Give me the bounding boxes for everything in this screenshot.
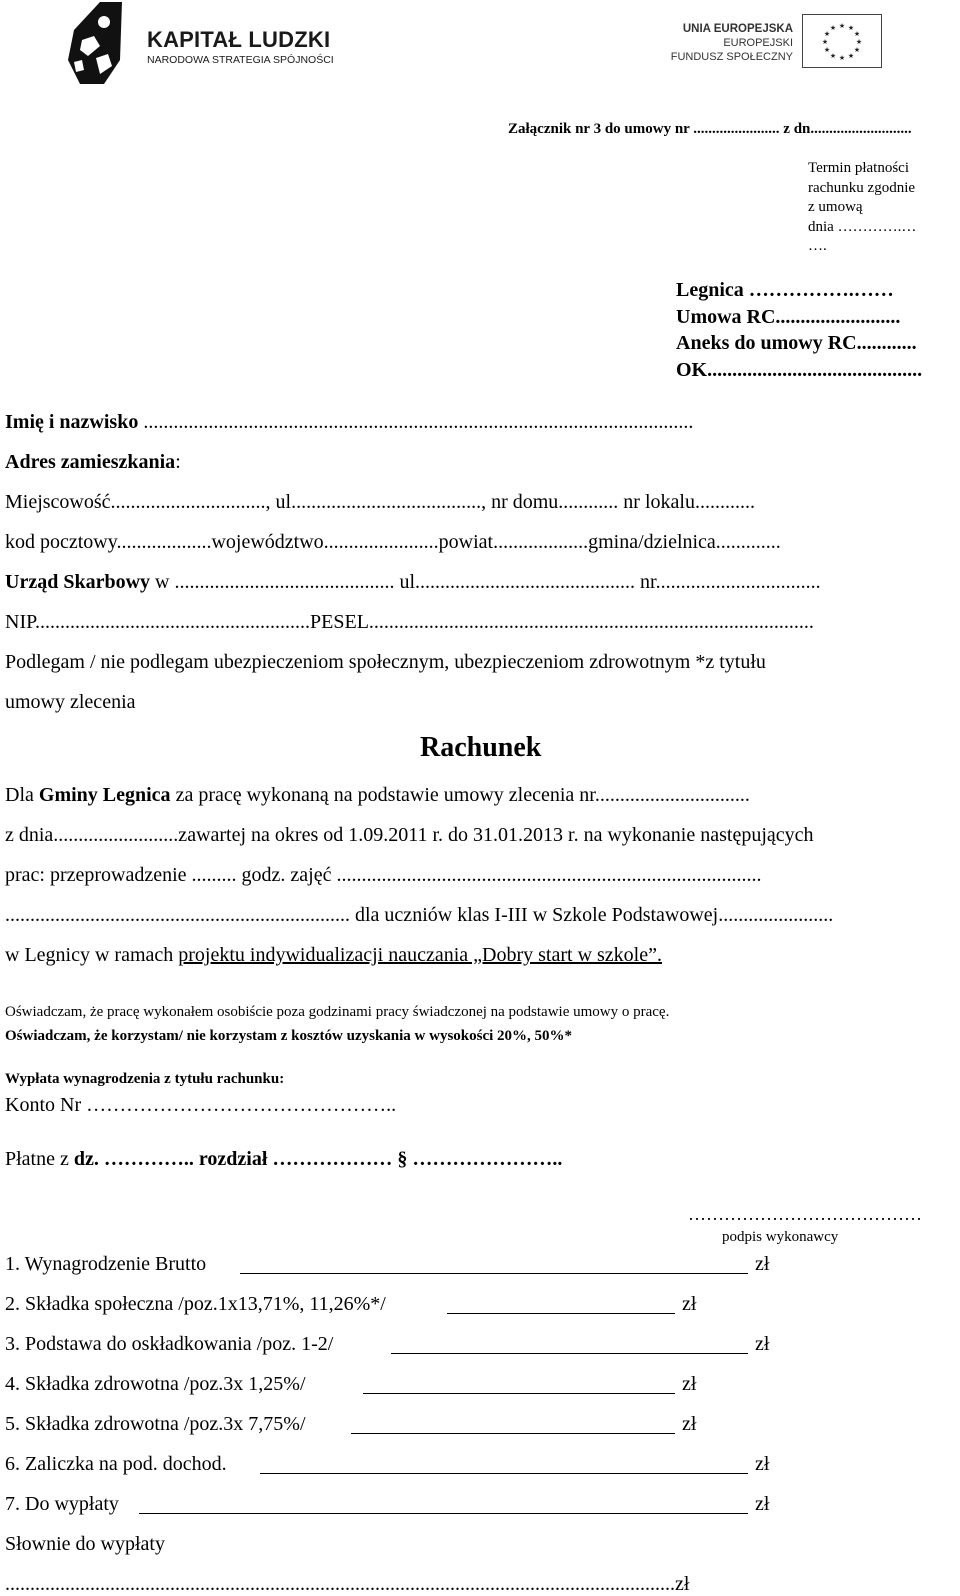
insurance-line-2: umowy zlecenia	[5, 691, 136, 713]
tax-office-details: w ............................................ ul............................................ nr.................................	[150, 571, 821, 593]
address-label: Adres zamieszkania	[5, 451, 176, 473]
project-name: projektu indywidualizacji nauczania „Dobry start w szkole”.	[178, 944, 662, 966]
signature-dots: …………………………………	[688, 1204, 922, 1224]
svg-text:★: ★	[847, 24, 855, 32]
calc-item-4-currency: zł	[682, 1373, 697, 1395]
bill-line-1-post: za pracę wykonaną na podstawie umowy zlecenia nr...............................	[170, 784, 750, 806]
svg-text:★: ★	[847, 52, 855, 60]
bill-line-1-pre: Dla	[5, 784, 39, 806]
bill-line-5-pre: w Legnicy w ramach	[5, 944, 179, 966]
eu-flag-icon	[802, 14, 882, 68]
payment-term-line: rachunku zgodnie	[808, 179, 916, 196]
declaration-costs: Oświadczam, że korzystam/ nie korzystam z kosztów uzyskania w wysokości 20%, 50%*	[5, 1028, 573, 1044]
account-number-row: Konto Nr ………………………………………..	[5, 1094, 397, 1116]
payable-row	[5, 1147, 562, 1171]
name-row	[5, 410, 693, 434]
calc-item-5-currency: zł	[682, 1413, 697, 1435]
eu-fund-logo	[660, 10, 900, 76]
svg-text:★: ★	[838, 22, 846, 30]
calc-item-2-blank	[447, 1313, 675, 1314]
insurance-line-1: Podlegam / nie podlegam ubezpieczeniom społecznym, ubezpieczeniom zdrowotnym *z tytułu	[5, 651, 766, 673]
svg-text:★: ★	[838, 54, 846, 62]
svg-text:★: ★	[853, 46, 861, 54]
address-line-2: kod pocztowy...................województwo.......................powiat...................gmina/dzielnica.............	[5, 531, 781, 553]
place-date: Legnica …………….……	[676, 279, 894, 301]
address-heading	[5, 450, 181, 474]
calc-item-2-currency: zł	[682, 1293, 697, 1315]
svg-text:★: ★	[823, 46, 831, 54]
logo-left-subtitle: NARODOWA STRATEGIA SPÓJNOŚCI	[147, 54, 334, 66]
name-label: Imię i nazwisko	[5, 411, 139, 433]
bill-line-5	[5, 943, 662, 967]
budget-classification: dz. ………….. rozdział ……………… § …………………..	[73, 1148, 563, 1170]
kapital-ludzki-emblem-icon	[60, 0, 130, 90]
logo-right-line1: UNIA EUROPEJSKA	[682, 23, 793, 35]
calc-item-1-blank	[240, 1273, 748, 1274]
payment-term-block	[808, 159, 916, 257]
tax-office-row	[5, 570, 821, 594]
calc-item-7-label: 7. Do wypłaty	[5, 1493, 119, 1515]
tax-office-label: Urząd Skarbowy	[5, 571, 151, 593]
calc-item-3-blank	[391, 1353, 748, 1354]
calc-item-1-label: 1. Wynagrodzenie Brutto	[5, 1253, 207, 1275]
logo-right-line2: EUROPEJSKI	[723, 37, 793, 49]
amount-in-words-line: ......................................................................................................................................zł	[5, 1573, 690, 1595]
employer-name: Gminy Legnica	[38, 784, 171, 806]
calc-item-4-blank	[363, 1393, 675, 1394]
bill-line-2: z dnia.........................zawartej na okres od 1.09.2011 r. do 31.01.2013 r. na wykonanie następujących	[5, 824, 814, 846]
payment-term-line: dnia ………….…	[808, 218, 917, 235]
payable-label: Płatne z	[5, 1148, 74, 1170]
annex-number: Aneks do umowy RC............	[676, 332, 917, 354]
address-line-1: Miejscowość..............................., ul......................................, nr domu............ nr lokalu............	[5, 491, 755, 513]
bill-line-4: ..................................................................... dla uczniów klas I-III w Szkole Podstawowej.......................	[5, 904, 834, 926]
calc-item-2-label: 2. Składka społeczna /poz.1x13,71%, 11,26%*/	[5, 1293, 386, 1315]
calc-item-7-blank	[139, 1513, 748, 1514]
logo-left-title: KAPITAŁ LUDZKI	[147, 27, 331, 52]
calc-item-6-currency: zł	[755, 1453, 770, 1475]
contract-number: Umowa RC.........................	[676, 305, 901, 328]
attachment-note: Załącznik nr 3 do umowy nr ....................... z dn...........................	[508, 121, 912, 137]
payment-term-line: Termin płatności	[808, 160, 910, 176]
svg-text:★: ★	[821, 38, 829, 46]
svg-text:★: ★	[853, 30, 861, 38]
logo-right-line3: FUNDUSZ SPOŁECZNY	[670, 51, 793, 63]
declaration-personal-work: Oświadczam, że pracę wykonałem osobiście poza godzinami pracy świadczonej na podstawie umowy o pracę.	[5, 1004, 670, 1020]
bill-line-3: prac: przeprowadzenie ......... godz. zajęć .....................................................................................	[5, 864, 762, 886]
svg-text:★: ★	[823, 30, 831, 38]
address-colon: :	[175, 451, 181, 473]
svg-text:★: ★	[829, 24, 837, 32]
bill-title: Rachunek	[420, 732, 542, 763]
calc-item-1-currency: zł	[755, 1253, 770, 1275]
signature-label: podpis wykonawcy	[722, 1229, 839, 1245]
name-dots: ..............................................................................................................	[138, 411, 694, 433]
payment-term-line: ….	[808, 238, 827, 254]
kapital-ludzki-logo	[60, 0, 350, 90]
ok-number: OK...........................................	[676, 358, 923, 381]
calc-item-5-label: 5. Składka zdrowotna /poz.3x 7,75%/	[5, 1413, 306, 1435]
payout-heading: Wypłata wynagrodzenia z tytułu rachunku:	[5, 1071, 285, 1087]
calc-item-3-label: 3. Podstawa do oskładkowania /poz. 1-2/	[5, 1333, 334, 1355]
contract-reference-block	[676, 277, 922, 383]
calc-item-5-blank	[351, 1433, 675, 1434]
calc-item-6-label: 6. Zaliczka na pod. dochod.	[5, 1453, 227, 1475]
calc-item-3-currency: zł	[755, 1333, 770, 1355]
svg-text:★: ★	[855, 38, 863, 46]
amount-in-words-label: Słownie do wypłaty	[5, 1533, 165, 1555]
calc-item-7-currency: zł	[755, 1493, 770, 1515]
svg-text:★: ★	[829, 52, 837, 60]
nip-pesel-row: NIP.......................................................PESEL.........................................................................................	[5, 611, 814, 633]
calc-item-4-label: 4. Składka zdrowotna /poz.3x 1,25%/	[5, 1373, 306, 1395]
payment-term-line: z umową	[808, 199, 863, 215]
bill-line-1	[5, 783, 750, 807]
calc-item-6-blank	[260, 1473, 748, 1474]
